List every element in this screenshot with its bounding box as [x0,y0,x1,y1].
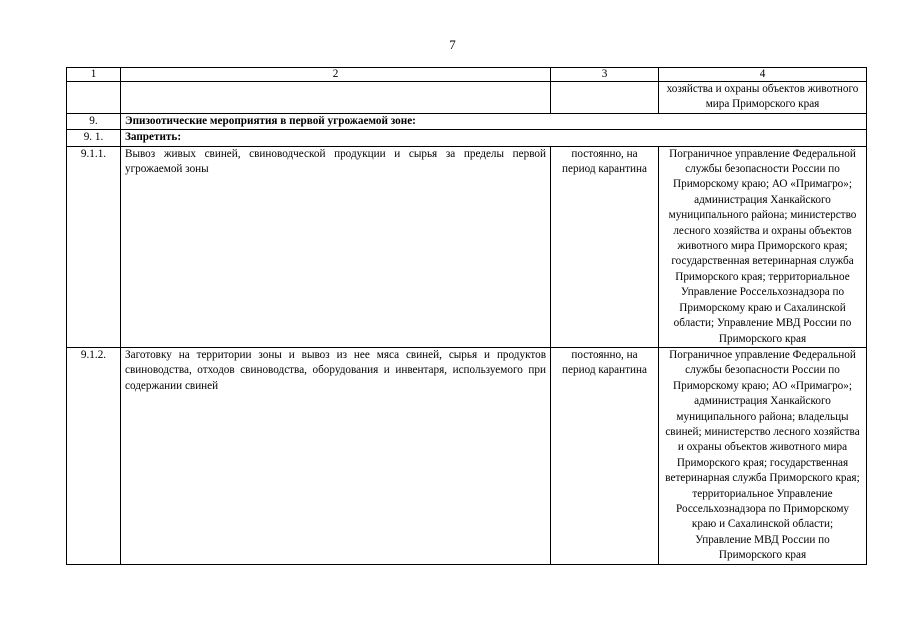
subsection-number: 9. 1. [67,130,121,146]
row-number: 9.1.2. [67,347,121,564]
table-header-row [67,68,867,82]
page-number: 7 [449,37,456,52]
continuation-responsible: хозяйства и охраны объектов животного мира Приморского края [659,82,867,114]
row-responsible: Пограничное управление Федеральной службы безопасности России по Приморскому краю; АО «Примагро»; администрация Ханкайского муниципального района; министерство лесного хозяйства и охраны объектов животного мира Приморского края; государственная ветеринарная служба Приморского края; территориальное Управление Россельхознадзора по Приморскому краю и Сахалинской области; Управление МВД России по Приморского края [659,146,867,347]
continuation-number [67,82,121,114]
header-col-2: 2 [121,68,551,82]
row-number: 9.1.1. [67,146,121,347]
measures-table [66,67,867,565]
row-measure: Вывоз живых свиней, свиноводческой продукции и сырья за пределы первой угрожаемой зоны [121,146,551,347]
continuation-measure [121,82,551,114]
continuation-row [67,82,867,114]
table-row [67,347,867,564]
row-term: постоянно, на период карантина [551,146,659,347]
subsection-row [67,130,867,146]
header-col-1: 1 [67,68,121,82]
header-col-3: 3 [551,68,659,82]
continuation-term [551,82,659,114]
table-row [67,146,867,347]
section-row [67,113,867,129]
header-col-4: 4 [659,68,867,82]
subsection-title: Запретить: [121,130,867,146]
row-measure: Заготовку на территории зоны и вывоз из нее мяса свиней, сырья и продуктов свиноводства, отходов свиноводства, оборудования и инвентаря, используемого при содержании свиней [121,347,551,564]
row-term: постоянно, на период карантина [551,347,659,564]
section-number: 9. [67,113,121,129]
row-responsible: Пограничное управление Федеральной службы безопасности России по Приморскому краю; АО «Примагро»; администрация Ханкайского муниципального района; владельцы свиней; министерство лесного хозяйства и охраны объектов животного мира Приморского края; государственная ветеринарная служба Приморского края; территориальное Управление Россельхознадзора по Приморскому краю и Сахалинской области; Управление МВД России по Приморского края [659,347,867,564]
section-title: Эпизоотические мероприятия в первой угрожаемой зоне: [121,113,867,129]
